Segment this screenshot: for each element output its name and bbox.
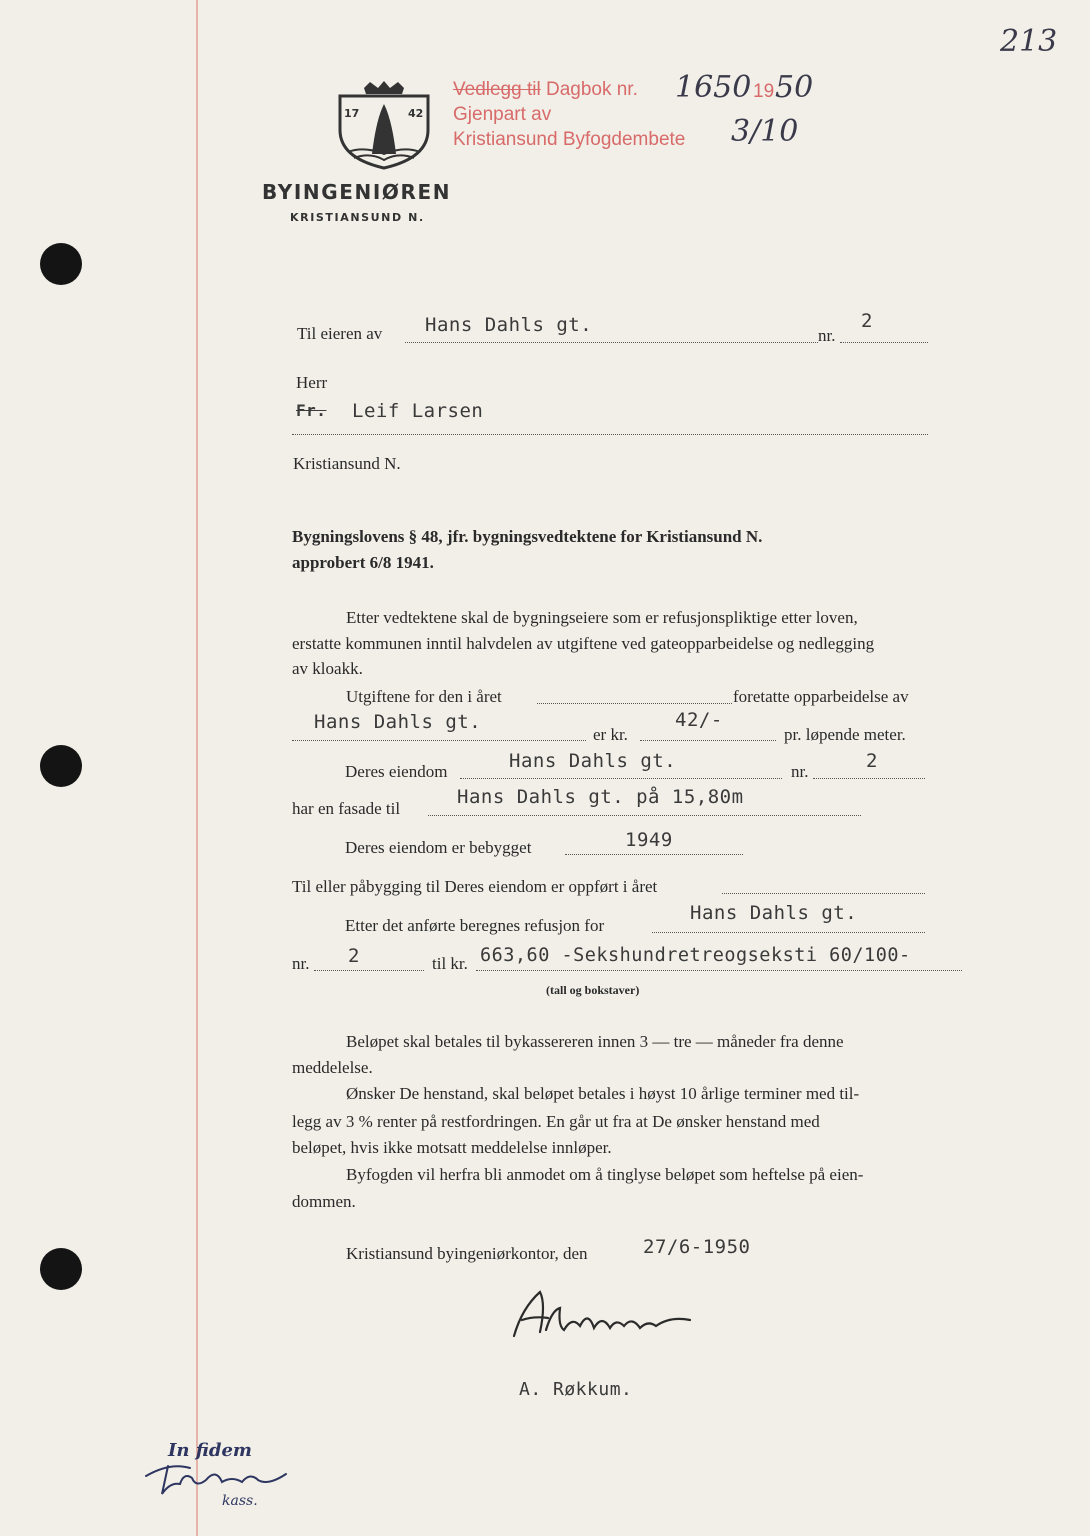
- punch-hole-middle: [40, 745, 82, 787]
- bebygget-label: Deres eiendom er bebygget: [345, 838, 532, 857]
- nr2-line: [314, 970, 424, 971]
- to-owner-label: Til eieren av: [297, 324, 383, 343]
- eiendom-nr-value: 2: [866, 750, 878, 772]
- amount-per-meter: 42/-: [675, 709, 723, 731]
- footer-in-fidem: In fidem: [168, 1440, 252, 1461]
- beregnes-line: [652, 932, 925, 933]
- tall-note: (tall og bokstaver): [546, 983, 640, 997]
- registry-stamp: [453, 70, 853, 168]
- p1-line1: Etter vedtektene skal de bygningseiere som er refusjonspliktige etter loven,: [346, 608, 858, 627]
- per-meter-label: pr. løpende meter.: [784, 725, 906, 744]
- herr-label: Herr: [296, 373, 328, 392]
- stamp-office: Kristiansund Byfogdembete: [453, 129, 686, 150]
- punch-hole-bottom: [40, 1248, 82, 1290]
- margin-line: [196, 0, 198, 1536]
- stamp-dagbok-number: 1650: [675, 70, 752, 105]
- p2-line2: meddelelse.: [292, 1058, 373, 1077]
- fasade-line: [428, 815, 861, 816]
- recipient-city: Kristiansund N.: [293, 454, 401, 473]
- stamp-year-printed: 19: [753, 81, 775, 102]
- beregnes-street: Hans Dahls gt.: [690, 902, 858, 924]
- punch-hole-top: [40, 243, 82, 285]
- law-heading-1: Bygningslovens § 48, jfr. bygningsvedtektene for Kristiansund N.: [292, 527, 763, 546]
- utgiftene-suffix: foretatte opparbeidelse av: [733, 687, 909, 706]
- crest-year-left: 17: [344, 107, 360, 120]
- p1-line3: av kloakk.: [292, 659, 363, 678]
- city-crest-icon: [334, 80, 434, 170]
- nr-line: [840, 342, 928, 343]
- beregnes-label: Etter det anførte beregnes refusjon for: [345, 916, 605, 935]
- fasade-value: Hans Dahls gt. på 15,80m: [457, 786, 744, 808]
- amount-line: [640, 740, 776, 741]
- street-line: [405, 342, 818, 343]
- recipient-line: [292, 434, 928, 435]
- p3-line2: legg av 3 % renter på restfordringen. En går ut fra at De ønsker henstand med: [292, 1112, 820, 1131]
- p2-line1: Beløpet skal betales til bykassereren innen 3 — tre — måneder fra denne: [346, 1032, 844, 1051]
- stamp-date: 3/10: [731, 114, 799, 149]
- crest-year-right: 42: [408, 107, 424, 120]
- p1-line2: erstatte kommunen inntil halvdelen av utgiftene ved gateopparbeidelse og nedlegging: [292, 634, 875, 653]
- bebygget-year: 1949: [625, 829, 673, 851]
- street-value: Hans Dahls gt.: [425, 314, 593, 336]
- stamp-struck-text: Vedlegg til: [453, 79, 541, 100]
- letterhead-subtitle: KRISTIANSUND N.: [290, 211, 425, 224]
- stamp-gjenpart: Gjenpart av: [453, 104, 552, 125]
- utgiftene-label: Utgiftene for den i året: [346, 687, 502, 706]
- p4-line2: dommen.: [292, 1192, 356, 1211]
- closing-place: Kristiansund byingeniørkontor, den: [346, 1244, 588, 1263]
- fasade-label: har en fasade til: [292, 799, 401, 818]
- struck-prefix: Fr.: [296, 401, 327, 420]
- paabygging-line: [722, 893, 925, 894]
- eiendom-street: Hans Dahls gt.: [509, 750, 677, 772]
- signature-image: [500, 1280, 710, 1360]
- footer-kass: kass.: [222, 1493, 258, 1509]
- paabygging-label: Til eller påbygging til Deres eiendom er oppført i året: [292, 877, 658, 896]
- eiendom-label: Deres eiendom: [345, 762, 448, 781]
- letterhead-title: BYINGENIØREN: [262, 180, 452, 204]
- total-line: [476, 970, 962, 971]
- footer-signature: [140, 1452, 300, 1512]
- page-number: 213: [1000, 24, 1058, 59]
- er-kr-label: er kr.: [593, 725, 628, 744]
- bebygget-line: [565, 854, 743, 855]
- nr-label: nr.: [818, 326, 836, 345]
- nr2-label: nr.: [292, 954, 310, 973]
- utgiftene-street: Hans Dahls gt.: [314, 711, 482, 733]
- til-kr-label: til kr.: [432, 954, 468, 973]
- nr2-value: 2: [348, 945, 360, 967]
- stamp-dagbok-label: Dagbok nr.: [545, 79, 638, 100]
- closing-date: 27/6-1950: [643, 1236, 751, 1258]
- utgiftene-street-line: [292, 740, 586, 741]
- year-line: [537, 703, 732, 704]
- total-value: 663,60 -Sekshundretreogseksti 60/100-: [480, 945, 911, 966]
- nr-value: 2: [861, 310, 873, 332]
- stamp-year-hand: 50: [775, 70, 814, 105]
- p3-line3: beløpet, hvis ikke motsatt meddelelse innløper.: [292, 1138, 612, 1157]
- eiendom-line: [460, 778, 782, 779]
- eiendom-nr-line: [813, 778, 925, 779]
- signer-name: A. Røkkum.: [519, 1379, 633, 1400]
- eiendom-nr-label: nr.: [791, 762, 809, 781]
- p3-line1: Ønsker De henstand, skal beløpet betales i høyst 10 årlige terminer med til-: [346, 1084, 860, 1103]
- recipient-name: Leif Larsen: [352, 400, 484, 422]
- law-heading-2: approbert 6/8 1941.: [292, 553, 434, 572]
- p4-line1: Byfogden vil herfra bli anmodet om å tinglyse beløpet som heftelse på eien-: [346, 1165, 864, 1184]
